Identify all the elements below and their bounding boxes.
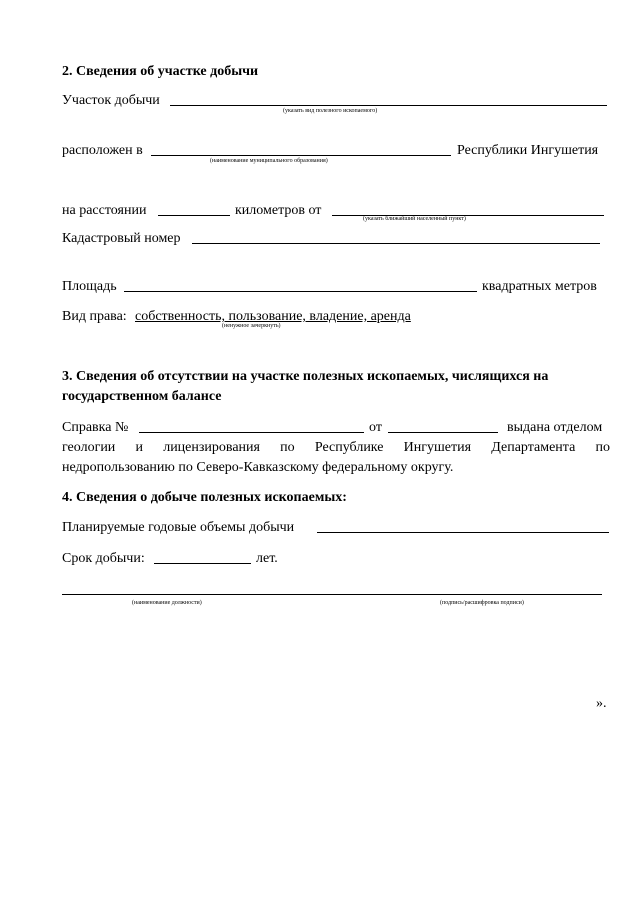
plot-label: Участок добычи [62, 93, 160, 108]
reference-date-fill-line[interactable] [388, 432, 498, 433]
section-3-heading-line1: 3. Сведения об отсутствии на участке полезных ископаемых, числящихся на [62, 369, 549, 384]
position-caption: (наименование должности) [132, 600, 202, 606]
cadastral-row [62, 229, 610, 249]
distance-row [62, 201, 610, 221]
signature-fill-line[interactable] [62, 594, 602, 595]
right-row [62, 307, 610, 327]
plot-fill-line[interactable] [170, 105, 607, 106]
area-fill-line[interactable] [124, 291, 477, 292]
reference-body [62, 438, 610, 478]
cadastral-fill-line[interactable] [192, 243, 600, 244]
signature-caption: (подпись/расшифровка подписи) [440, 600, 524, 606]
distance-fill-line[interactable] [158, 215, 230, 216]
area-suffix: квадратных метров [482, 279, 597, 294]
reference-row [62, 418, 610, 438]
term-label: Срок добычи: [62, 551, 145, 566]
cadastral-label: Кадастровый номер [62, 231, 181, 246]
term-fill-line[interactable] [154, 563, 251, 564]
area-label: Площадь [62, 279, 117, 294]
closing-mark: ». [596, 696, 607, 711]
section-4-heading: 4. Сведения о добыче полезных ископаемых: [62, 490, 347, 505]
term-row [62, 549, 610, 569]
reference-issued: выдана отделом [507, 420, 603, 435]
distance-caption: (указать ближайший населенный пункт) [363, 216, 466, 222]
located-label: расположен в [62, 143, 143, 158]
located-row [62, 141, 610, 161]
section-3-heading-line2: государственном балансе [62, 389, 222, 404]
right-options: собственность, пользование, владение, аренда [135, 309, 411, 324]
municipality-fill-line[interactable] [151, 155, 451, 156]
section-2-heading: 2. Сведения об участке добычи [62, 64, 259, 79]
right-label: Вид права: [62, 309, 127, 324]
distance-label: на расстоянии [62, 203, 147, 218]
right-caption: (ненужное зачеркнуть) [222, 323, 281, 329]
reference-body-line2: геологии и лицензирования по Республике Ингушетия Департамента по [62, 440, 610, 455]
volume-fill-line[interactable] [317, 532, 609, 533]
term-suffix: лет. [256, 551, 278, 566]
distance-mid: километров от [235, 203, 322, 218]
located-suffix: Республики Ингушетия [457, 143, 599, 158]
volume-label: Планируемые годовые объемы добычи [62, 520, 295, 535]
reference-number-fill-line[interactable] [139, 432, 364, 433]
plot-caption: (указать вид полезного ископаемого) [283, 108, 378, 114]
reference-body-line3: недропользованию по Северо-Кавказскому федеральному округу. [62, 460, 454, 475]
volume-row [62, 518, 610, 538]
reference-from: от [369, 420, 382, 435]
located-caption: (наименование муниципального образования) [210, 158, 328, 164]
reference-label: Справка № [62, 420, 129, 435]
area-row [62, 277, 610, 297]
